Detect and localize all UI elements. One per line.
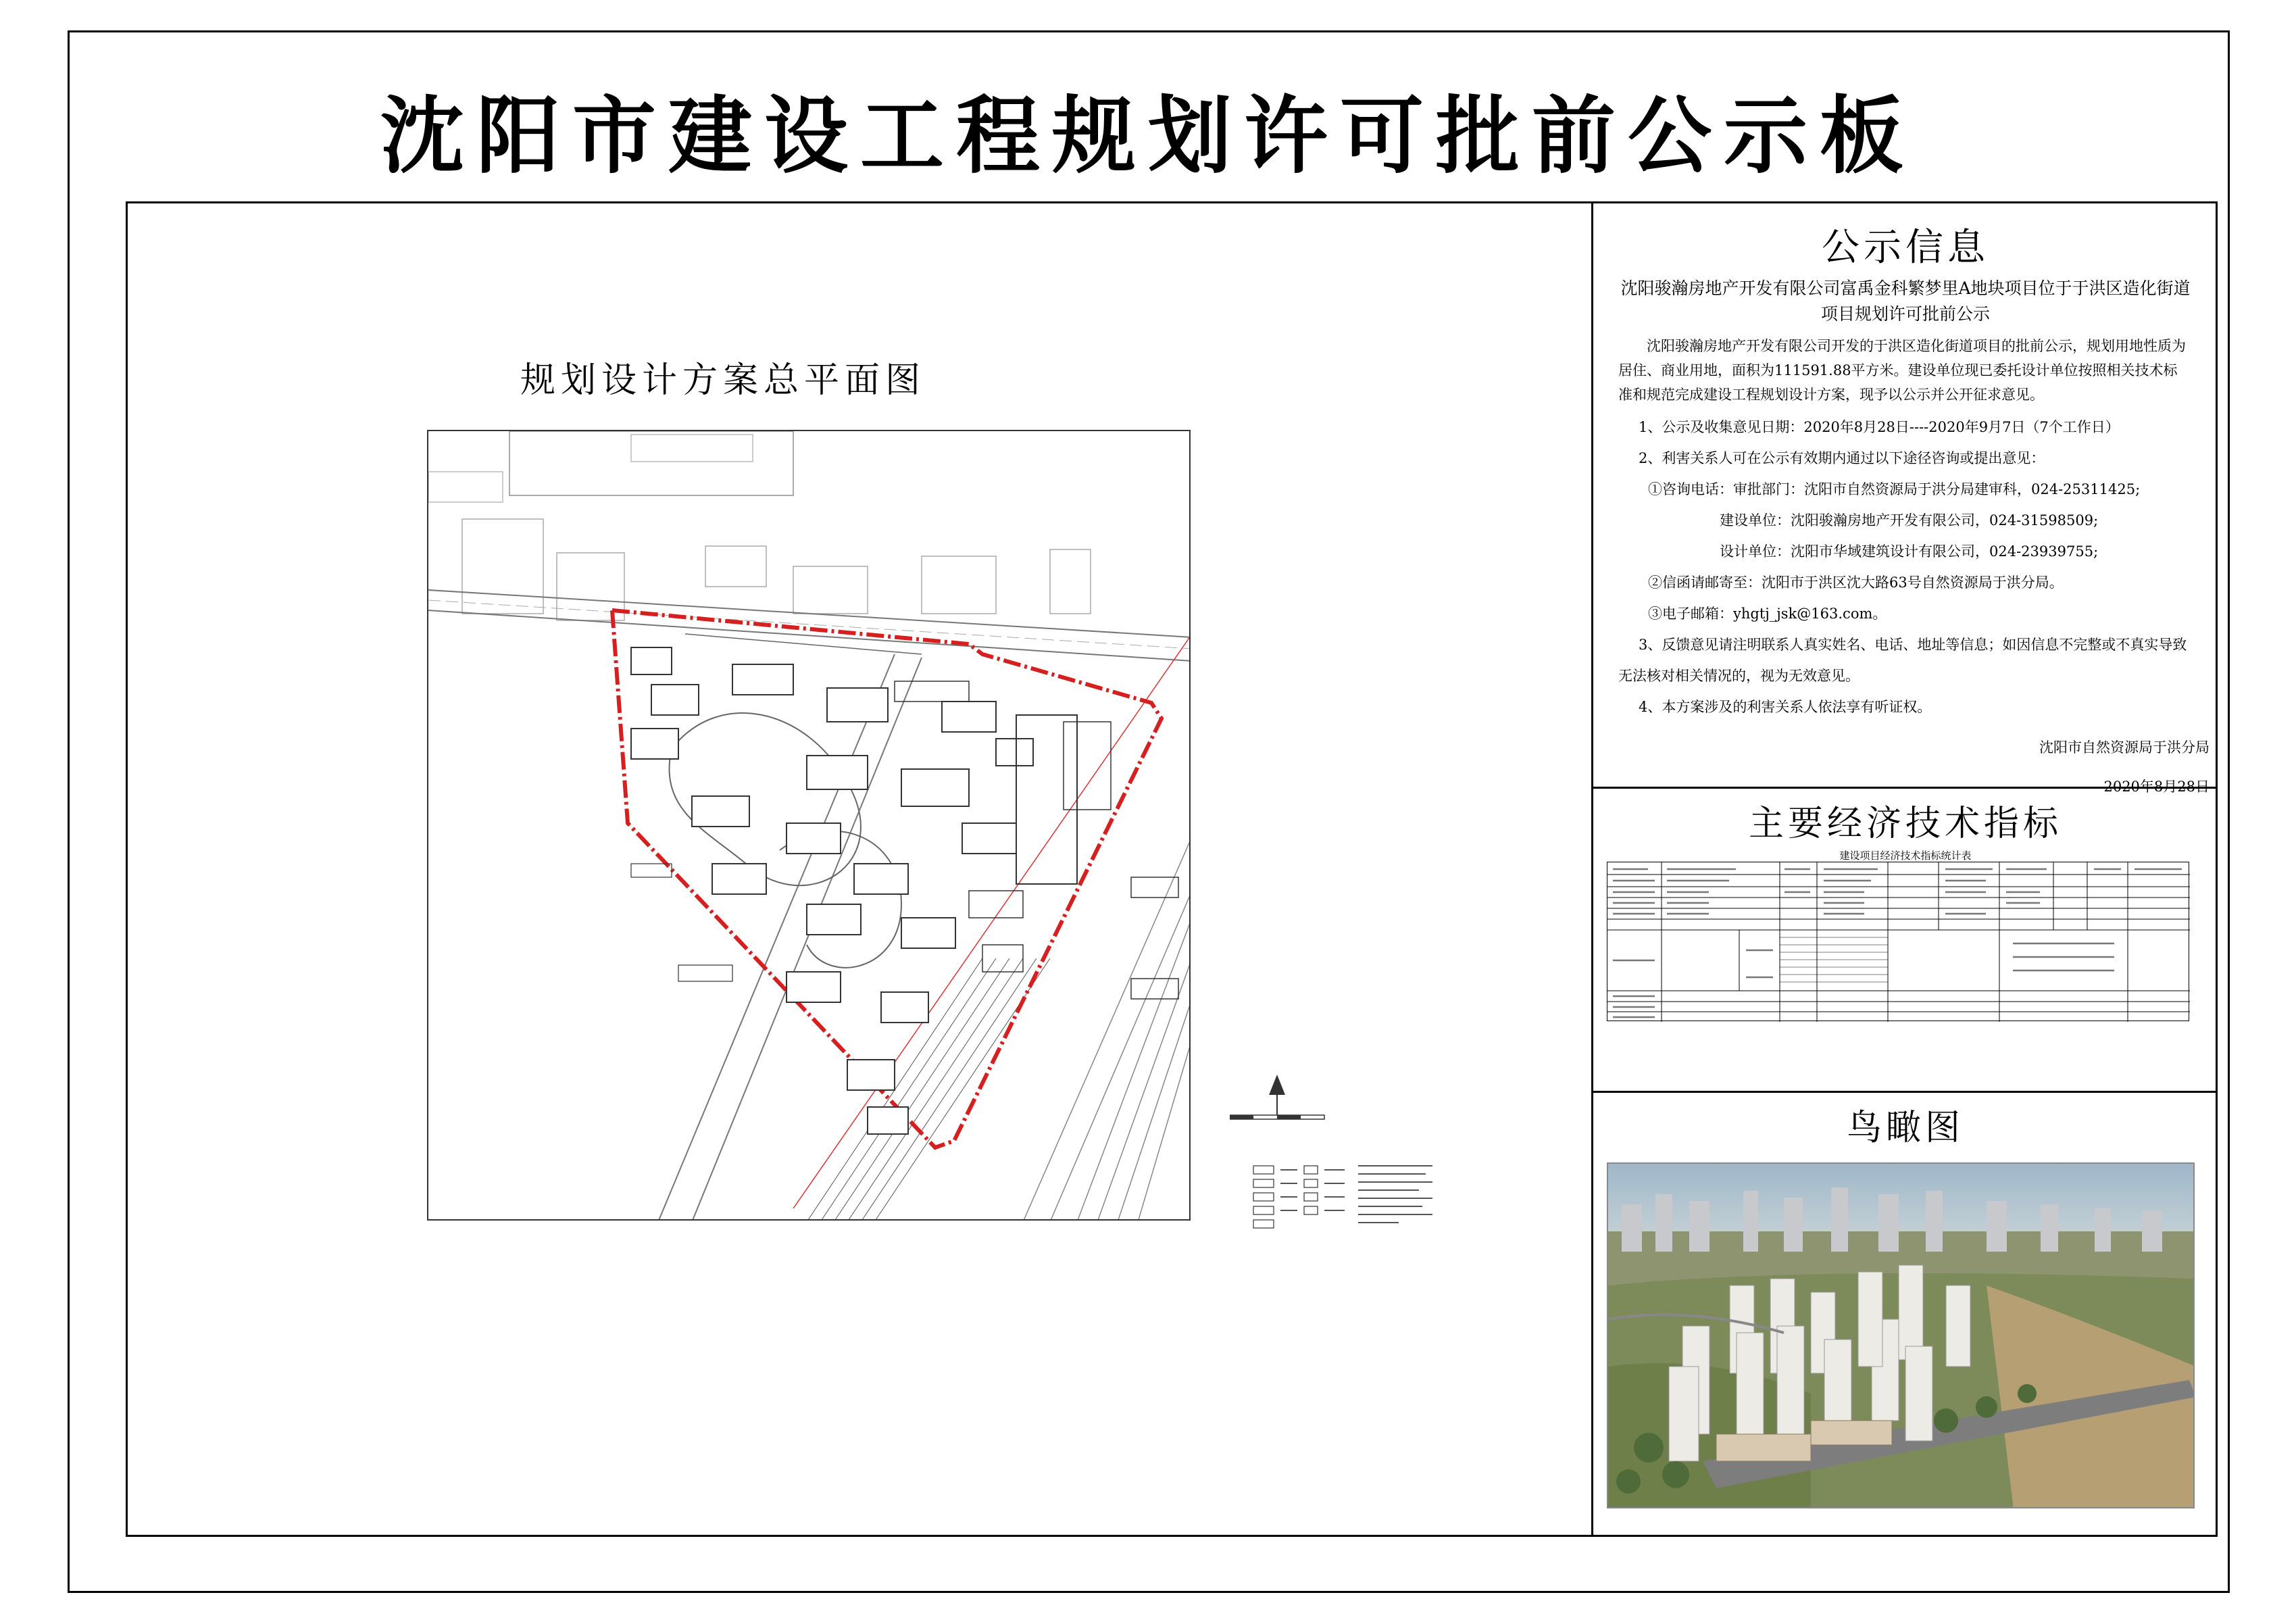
panel-divider [1591, 201, 1593, 1537]
issuer-name: 沈阳市自然资源局于洪分局 [2039, 739, 2210, 756]
notice-intro-line: 沈阳骏瀚房地产开发有限公司开发的于洪区造化街道项目的批前公示，规划用地性质为 [1647, 338, 2186, 354]
notice-subject-line: 沈阳骏瀚房地产开发有限公司富禹金科繁梦里A地块项目位于于洪区造化街道 [1620, 278, 2191, 298]
contact-email: ③电子邮箱：yhgtj_jsk@163.com。 [1648, 606, 1887, 622]
notice-body [1618, 334, 2199, 726]
contact-developer: 建设单位：沈阳骏瀚房地产开发有限公司，024-31598509; [1720, 512, 2099, 529]
site-plan-drawing [427, 430, 1191, 1221]
contact-designer: 设计单位：沈阳市华域建筑设计有限公司，024-23939755; [1720, 543, 2099, 560]
table-caption: 建设项目经济技术指标统计表 [1839, 850, 1972, 862]
issue-date: 2020年8月28日 [2103, 779, 2210, 795]
notice-subject [1601, 276, 2210, 327]
aerial-view-image [1607, 1162, 2195, 1508]
notice-item-hearing: 4、本方案涉及的利害关系人依法享有听证权。 [1639, 699, 1932, 715]
contact-approval-dept: ①咨询电话：审批部门：沈阳市自然资源局于洪分局建审科，024-25311425; [1648, 481, 2141, 497]
plan-legend [1230, 1075, 1453, 1250]
plan-title: 规划设计方案总平面图 [520, 360, 926, 401]
aerial-illustration [1608, 1164, 2195, 1508]
site-plan-svg [428, 431, 1191, 1221]
aerial-title: 鸟瞰图 [1846, 1108, 1964, 1148]
notice-item-feedback: 3、反馈意见请注明联系人真实姓名、电话、地址等信息；如因信息不完整或不真实导致 [1639, 637, 2187, 653]
contact-mail-address: ②信函请邮寄至：沈阳市于洪区沈大路63号自然资源局于洪分局。 [1648, 574, 2064, 591]
notice-intro-line: 准和规范完成建设工程规划设计方案，现予以公示并公开征求意见。 [1618, 387, 2044, 403]
indicators-title: 主要经济技术指标 [1748, 804, 2062, 844]
notice-item-channels: 2、利害关系人可在公示有效期内通过以下途径咨询或提出意见： [1639, 450, 2045, 466]
notice-item-feedback-cont: 无法核对相关情况的，视为无效意见。 [1618, 668, 1860, 684]
notice-item-period: 1、公示及收集意见日期：2020年8月28日----2020年9月7日（7个工作日） [1639, 419, 2120, 435]
table-grid-svg [1607, 862, 2190, 1022]
notice-signature-block [1892, 734, 2210, 800]
notice-subject-line: 项目规划许可批前公示 [1820, 304, 1990, 324]
economic-indicators-table [1607, 862, 2189, 1021]
notice-intro [1618, 334, 2199, 407]
notice-intro-line: 居住、商业用地，面积为111591.88平方米。建设单位现已委托设计单位按照相关技术标 [1618, 362, 2178, 378]
notice-title: 公示信息 [1822, 226, 1989, 270]
section-divider [1591, 1091, 2218, 1093]
board-title: 沈阳市建设工程规划许可批前公示板 [380, 87, 1916, 185]
